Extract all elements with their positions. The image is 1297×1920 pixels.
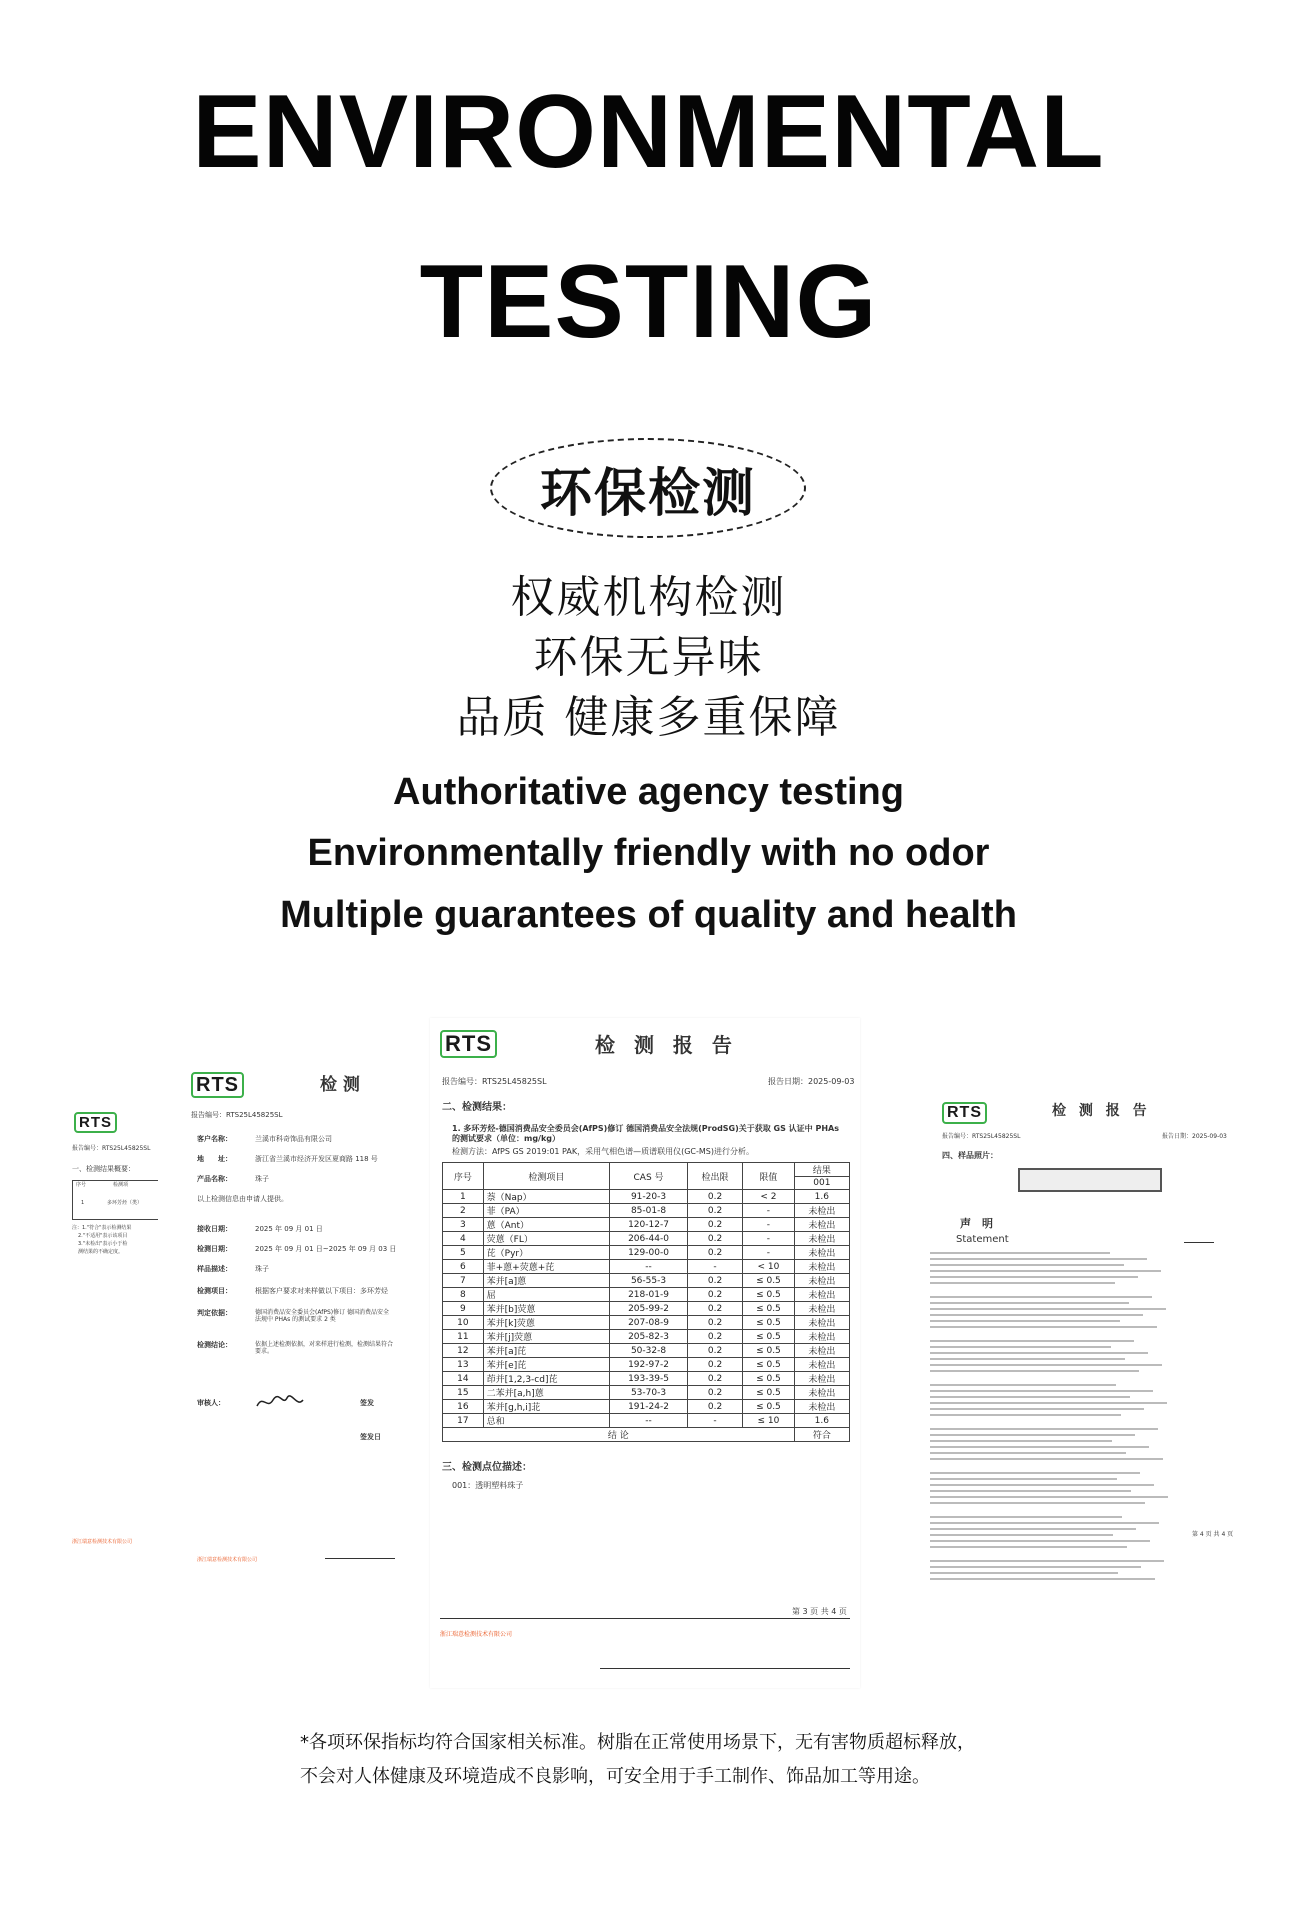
summary-col-item: 检测项 — [113, 1182, 129, 1188]
badge-text: 环保检测 — [539, 463, 756, 524]
cn-line-1: 权威机构检测 — [510, 572, 787, 623]
test-description: 1. 多环芳烃-德国消费品安全委员会(AfPS)修订 德国消费品安全法规(ProdSG)关于获取 GS 认证中 PHAs 的测试要求（单位：mg/kg） — [452, 1124, 839, 1144]
footnote-line-1: *各项环保指标均符合国家相关标准。树脂在正常使用场景下，无有害物质超标释放， — [300, 1732, 975, 1753]
fine-text-line — [930, 1490, 1131, 1492]
field-value: 珠子 — [255, 1175, 269, 1183]
table-cell: 0.2 — [687, 1246, 742, 1260]
table-row — [443, 1190, 850, 1204]
fine-text-line — [930, 1326, 1157, 1328]
fine-text-line — [930, 1484, 1154, 1486]
table-cell: - — [687, 1414, 742, 1428]
fine-text-line — [930, 1572, 1118, 1574]
col-mdl: 检出限 — [687, 1163, 742, 1190]
table-cell: 0.2 — [687, 1274, 742, 1288]
table-cell: 0.2 — [687, 1302, 742, 1316]
report-number: 报告编号：RTS25L45825SL — [442, 1077, 547, 1086]
fine-text-line — [930, 1302, 1129, 1304]
field-value: 根据客户要求对来样做以下项目：多环芳烃 — [255, 1287, 388, 1295]
table-cell: 205-99-2 — [610, 1302, 688, 1316]
table-cell: - — [743, 1246, 795, 1260]
table-cell: 3 — [443, 1218, 484, 1232]
summary-table — [72, 1180, 158, 1220]
table-cell: 未检出 — [794, 1246, 849, 1260]
table-cell: 苯并[g,h,i]苝 — [483, 1400, 609, 1414]
page-number: 第 3 页 共 4 页 — [792, 1607, 847, 1616]
table-cell: 0.2 — [687, 1358, 742, 1372]
table-cell: ≤ 10 — [743, 1414, 795, 1428]
table-cell: - — [743, 1218, 795, 1232]
fine-text-line — [930, 1528, 1136, 1530]
field-label: 检测日期： — [197, 1245, 232, 1253]
table-cell: 192-97-2 — [610, 1358, 688, 1372]
note-2: 2."不适用"表示该项目 — [78, 1233, 128, 1239]
headline-environmental: ENVIRONMENTAL — [192, 74, 1105, 190]
field-label: 地 址： — [197, 1155, 232, 1163]
fine-text-line — [930, 1560, 1164, 1562]
point-description: 001：透明塑料珠子 — [452, 1481, 524, 1490]
section-photos: 四、样品照片： — [942, 1151, 998, 1160]
field-label: 接收日期： — [197, 1225, 232, 1233]
table-cell: 53-70-3 — [610, 1386, 688, 1400]
col-cas: CAS 号 — [610, 1163, 688, 1190]
table-cell: 191-24-2 — [610, 1400, 688, 1414]
fine-text-line — [930, 1402, 1167, 1404]
col-limit: 限值 — [743, 1163, 795, 1190]
table-cell: 4 — [443, 1232, 484, 1246]
page-number: 第 4 页 共 4 页 — [1192, 1531, 1234, 1538]
table-row — [443, 1316, 850, 1330]
table-cell: 蒽（Ant） — [483, 1218, 609, 1232]
table-cell: 菲（PA） — [483, 1204, 609, 1218]
fine-text-line — [930, 1440, 1112, 1442]
fine-text-line — [930, 1370, 1139, 1372]
table-cell: 未检出 — [794, 1260, 849, 1274]
headline-testing: TESTING — [419, 244, 878, 360]
table-cell: 13 — [443, 1358, 484, 1372]
table-cell: 0.2 — [687, 1316, 742, 1330]
field-label: 判定依据： — [197, 1309, 232, 1317]
table-cell: ≤ 0.5 — [743, 1302, 795, 1316]
table-cell: 未检出 — [794, 1372, 849, 1386]
fine-text-line — [930, 1276, 1138, 1278]
approve-date-label: 签发日 — [360, 1433, 381, 1441]
table-cell: 未检出 — [794, 1400, 849, 1414]
table-cell: 0.2 — [687, 1330, 742, 1344]
table-cell: -- — [610, 1414, 688, 1428]
fine-text-line — [930, 1282, 1115, 1284]
field-value: 以上检测信息由申请人提供。 — [197, 1195, 288, 1203]
fine-text-line — [930, 1340, 1134, 1342]
reviewer-label: 审核人： — [197, 1399, 225, 1407]
table-cell: 未检出 — [794, 1204, 849, 1218]
table-cell: 未检出 — [794, 1302, 849, 1316]
en-line-3: Multiple guarantees of quality and health — [280, 894, 1017, 936]
rts-logo: RTS — [74, 1112, 117, 1133]
fine-text-line — [930, 1496, 1168, 1498]
company-footer: 浙江瑞意检测技术有限公司 — [72, 1539, 133, 1545]
table-cell: 17 — [443, 1414, 484, 1428]
table-row — [443, 1372, 850, 1386]
footnote-line-2: 不会对人体健康及环境造成不良影响，可安全用于手工制作、饰品加工等用途。 — [300, 1766, 930, 1787]
table-cell: 0.2 — [687, 1372, 742, 1386]
col-item: 检测项目 — [483, 1163, 609, 1190]
fine-text-line — [930, 1396, 1130, 1398]
table-cell: 15 — [443, 1386, 484, 1400]
table-cell: ≤ 0.5 — [743, 1330, 795, 1344]
statement-en: Statement — [956, 1234, 1009, 1245]
badge-ellipse — [490, 438, 806, 538]
table-cell: 苯并[j]荧蒽 — [483, 1330, 609, 1344]
table-cell: 苯并[a]芘 — [483, 1344, 609, 1358]
field-value: 浙江省兰溪市经济开发区夏商路 118 号 — [255, 1155, 378, 1163]
table-cell: 未检出 — [794, 1316, 849, 1330]
cn-line-3: 品质 健康多重保障 — [456, 692, 841, 743]
table-cell: 菲+蒽+荧蒽+芘 — [483, 1260, 609, 1274]
table-cell: 屈 — [483, 1288, 609, 1302]
doc-title: 检 测 — [320, 1075, 360, 1095]
table-cell: ≤ 0.5 — [743, 1344, 795, 1358]
field-value: 珠子 — [255, 1265, 269, 1273]
fine-text-line — [930, 1578, 1155, 1580]
doc-title: 检 测 报 告 — [1052, 1103, 1151, 1119]
table-row — [443, 1232, 850, 1246]
fine-text-line — [930, 1452, 1126, 1454]
table-cell: ≤ 0.5 — [743, 1358, 795, 1372]
summary-col-no: 序号 — [76, 1182, 87, 1188]
field-label: 检测项目： — [197, 1287, 232, 1295]
table-cell: 10 — [443, 1316, 484, 1330]
note-3: 3."未检出"表示小于检 — [78, 1241, 128, 1247]
field-value: 2025 年 09 月 01 日~2025 年 09 月 03 日 — [255, 1245, 397, 1253]
table-cell: ≤ 0.5 — [743, 1386, 795, 1400]
table-cell: ≤ 0.5 — [743, 1372, 795, 1386]
fine-text-line — [930, 1270, 1161, 1272]
field-value: 德国消费品安全委员会(AfPS)修订 德国消费品安全法规中 PHAs 的测试要求 2 类 — [255, 1309, 390, 1323]
fine-text-line — [930, 1458, 1163, 1460]
table-cell: 未检出 — [794, 1288, 849, 1302]
table-cell: 85-01-8 — [610, 1204, 688, 1218]
fine-text-line — [930, 1258, 1147, 1260]
fine-text-line — [930, 1522, 1159, 1524]
sample-photo — [1018, 1168, 1162, 1192]
table-cell: 50-32-8 — [610, 1344, 688, 1358]
table-cell: 12 — [443, 1344, 484, 1358]
table-cell: 未检出 — [794, 1232, 849, 1246]
fine-text-line — [930, 1364, 1162, 1366]
table-row — [443, 1414, 850, 1428]
table-cell: 91-20-3 — [610, 1190, 688, 1204]
report-page-center — [430, 1018, 860, 1688]
fine-text-line — [930, 1308, 1166, 1310]
fine-text-line — [930, 1546, 1127, 1548]
table-cell: 苯并[k]荧蒽 — [483, 1316, 609, 1330]
table-cell: 茚并[1,2,3-cd]芘 — [483, 1372, 609, 1386]
table-cell: 未检出 — [794, 1274, 849, 1288]
note-1: 注：1."符合"表示检测结果 — [72, 1225, 132, 1231]
statement-text-lines — [930, 1252, 1200, 1632]
table-cell: - — [743, 1204, 795, 1218]
table-cell: 荧蒽（FL） — [483, 1232, 609, 1246]
table-cell: 193-39-5 — [610, 1372, 688, 1386]
table-cell: 7 — [443, 1274, 484, 1288]
fine-text-line — [930, 1516, 1122, 1518]
approver-label: 签发 — [360, 1399, 374, 1407]
table-row — [443, 1386, 850, 1400]
table-cell: ≤ 0.5 — [743, 1400, 795, 1414]
table-cell: 苯并[a]蒽 — [483, 1274, 609, 1288]
table-row — [443, 1218, 850, 1232]
table-row — [443, 1358, 850, 1372]
table-cell: 8 — [443, 1288, 484, 1302]
table-cell: 未检出 — [794, 1358, 849, 1372]
table-cell: - — [743, 1232, 795, 1246]
fine-text-line — [930, 1264, 1124, 1266]
conclusion-label: 结 论 — [443, 1428, 795, 1442]
table-cell: 0.2 — [687, 1232, 742, 1246]
col-sample: 001 — [794, 1177, 849, 1190]
rts-logo: RTS — [942, 1102, 987, 1124]
table-cell: 5 — [443, 1246, 484, 1260]
table-cell: 205-82-3 — [610, 1330, 688, 1344]
table-row — [443, 1274, 850, 1288]
table-cell: 120-12-7 — [610, 1218, 688, 1232]
fine-text-line — [930, 1384, 1116, 1386]
table-cell: 6 — [443, 1260, 484, 1274]
fine-text-line — [930, 1296, 1152, 1298]
fine-text-line — [930, 1358, 1125, 1360]
conclusion-value: 符合 — [794, 1428, 849, 1442]
table-cell: ≤ 0.5 — [743, 1274, 795, 1288]
fine-text-line — [930, 1390, 1153, 1392]
table-cell: 苯并[b]荧蒽 — [483, 1302, 609, 1316]
fine-text-line — [930, 1346, 1111, 1348]
table-row — [443, 1288, 850, 1302]
table-cell: 未检出 — [794, 1330, 849, 1344]
table-cell: 1.6 — [794, 1190, 849, 1204]
company-footer: 浙江瑞意检测技术有限公司 — [197, 1557, 258, 1563]
table-cell: 16 — [443, 1400, 484, 1414]
table-cell: 苯并[e]芘 — [483, 1358, 609, 1372]
table-cell: 2 — [443, 1204, 484, 1218]
section-results: 二、检测结果： — [442, 1102, 512, 1113]
fine-text-line — [930, 1502, 1145, 1504]
note-4: 测结果的不确定度。 — [78, 1249, 124, 1255]
table-cell: 二苯并[a,h]蒽 — [483, 1386, 609, 1400]
table-cell: 未检出 — [794, 1218, 849, 1232]
fine-text-line — [930, 1414, 1121, 1416]
table-cell: 0.2 — [687, 1400, 742, 1414]
table-cell: 129-00-0 — [610, 1246, 688, 1260]
table-cell: 未检出 — [794, 1344, 849, 1358]
report-page-left — [185, 1060, 397, 1625]
col-result: 结果 — [794, 1163, 849, 1177]
table-row — [443, 1302, 850, 1316]
table-cell: 总和 — [483, 1414, 609, 1428]
fine-text-line — [930, 1472, 1140, 1474]
table-cell: 0.2 — [687, 1204, 742, 1218]
table-cell: 芘（Pyr） — [483, 1246, 609, 1260]
table-cell: ≤ 0.5 — [743, 1288, 795, 1302]
fine-text-line — [930, 1352, 1148, 1354]
table-cell: 9 — [443, 1302, 484, 1316]
table-cell: 207-08-9 — [610, 1316, 688, 1330]
report-number: 报告编号：RTS25L45825SL — [191, 1111, 283, 1119]
table-cell: 56-55-3 — [610, 1274, 688, 1288]
table-cell: 未检出 — [794, 1386, 849, 1400]
table-cell: 0.2 — [687, 1190, 742, 1204]
table-cell: - — [687, 1260, 742, 1274]
results-table — [442, 1162, 850, 1442]
fine-text-line — [930, 1478, 1117, 1480]
table-cell: 1.6 — [794, 1414, 849, 1428]
report-number: 报告编号：RTS25L45825SL — [72, 1145, 151, 1152]
doc-title: 检 测 报 告 — [595, 1033, 738, 1057]
report-page-right — [930, 1092, 1240, 1652]
table-cell: 206-44-0 — [610, 1232, 688, 1246]
fine-text-line — [930, 1534, 1113, 1536]
summary-row-item: 多环芳烃（类） — [107, 1200, 143, 1206]
table-cell: 0.2 — [687, 1288, 742, 1302]
en-line-2: Environmentally friendly with no odor — [307, 832, 990, 874]
report-number: 报告编号：RTS25L45825SL — [942, 1133, 1021, 1140]
test-method: 检测方法：AfPS GS 2019:01 PAK，采用气相色谱—质谱联用仪(GC-MS)进行分析。 — [452, 1147, 754, 1156]
field-label: 检测结论： — [197, 1341, 232, 1349]
fine-text-line — [930, 1540, 1150, 1542]
table-row — [443, 1260, 850, 1274]
report-date: 报告日期：2025-09-03 — [1162, 1133, 1227, 1140]
table-row — [443, 1246, 850, 1260]
table-row — [443, 1344, 850, 1358]
table-cell: 218-01-9 — [610, 1288, 688, 1302]
report-page-far-left — [70, 1100, 158, 1570]
section-points: 三、检测点位描述： — [442, 1462, 532, 1473]
table-cell: 0.2 — [687, 1218, 742, 1232]
report-date: 报告日期：2025-09-03 — [768, 1077, 855, 1086]
cn-line-2: 环保无异味 — [533, 632, 764, 683]
table-cell: 11 — [443, 1330, 484, 1344]
field-label: 样品描述： — [197, 1265, 232, 1273]
field-value: 兰溪市科奇饰品有限公司 — [255, 1135, 332, 1143]
fine-text-line — [930, 1252, 1110, 1254]
table-cell: -- — [610, 1260, 688, 1274]
signature-icon — [255, 1392, 305, 1412]
fine-text-line — [930, 1314, 1143, 1316]
table-row — [443, 1204, 850, 1218]
table-cell: < 10 — [743, 1260, 795, 1274]
table-cell: 0.2 — [687, 1344, 742, 1358]
col-no: 序号 — [443, 1163, 484, 1190]
table-row — [443, 1400, 850, 1414]
summary-row-no: 1 — [81, 1200, 85, 1206]
company-footer: 浙江瑞意检测技术有限公司 — [440, 1631, 513, 1638]
statement-cn: 声 明 — [960, 1217, 993, 1230]
rts-logo: RTS — [440, 1030, 497, 1058]
table-cell: 萘（Nap） — [483, 1190, 609, 1204]
en-line-1: Authoritative agency testing — [393, 771, 904, 813]
fine-text-line — [930, 1428, 1158, 1430]
rts-logo: RTS — [191, 1072, 244, 1098]
section-summary: 一、检测结果概要： — [72, 1165, 135, 1173]
field-label: 产品名称： — [197, 1175, 232, 1183]
fine-text-line — [930, 1434, 1135, 1436]
table-cell: 1 — [443, 1190, 484, 1204]
field-value: 2025 年 09 月 01 日 — [255, 1225, 323, 1233]
table-cell: < 2 — [743, 1190, 795, 1204]
fine-text-line — [930, 1566, 1141, 1568]
fine-text-line — [930, 1446, 1149, 1448]
table-cell: 0.2 — [687, 1386, 742, 1400]
table-cell: ≤ 0.5 — [743, 1316, 795, 1330]
table-cell: 14 — [443, 1372, 484, 1386]
field-value: 依据上述检测依据，对来样进行检测，检测结果符合要求。 — [255, 1341, 394, 1355]
field-label: 客户名称： — [197, 1135, 232, 1143]
fine-text-line — [930, 1320, 1120, 1322]
table-row — [443, 1330, 850, 1344]
fine-text-line — [930, 1408, 1144, 1410]
